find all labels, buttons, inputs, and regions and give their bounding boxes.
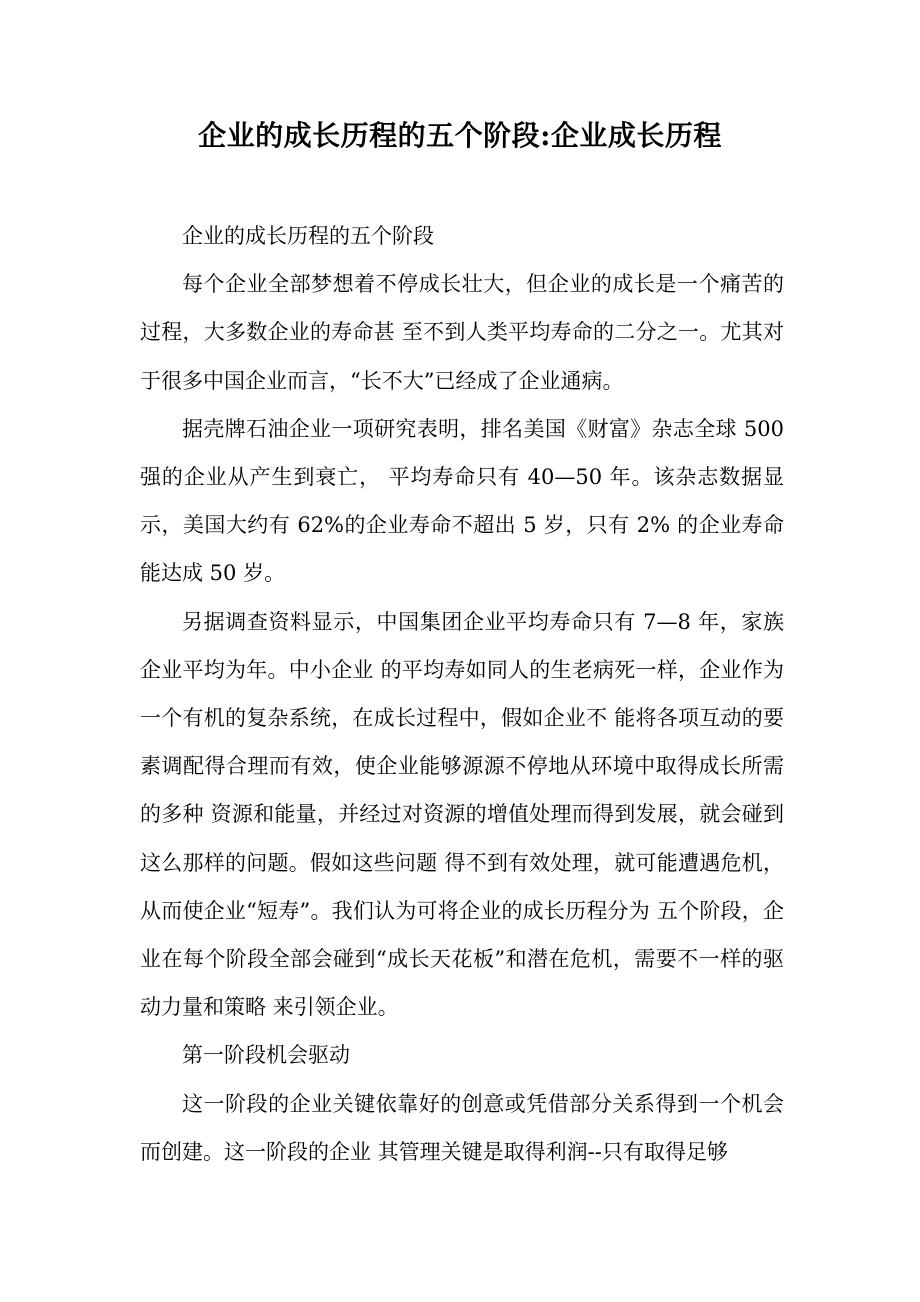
paragraph: 据壳牌石油企业一项研究表明，排名美国《财富》杂志全球 500 强的企业从产生到衰亡， 平均寿命只有 40—50 年。该杂志数据显示，美国大约有 62%的企业寿命不超出 5 岁，只有 2% 的企业寿命能达成 50 岁。 [140,416,784,586]
paragraph: 每个企业全部梦想着不停成长壮大，但企业的成长是一个痛苦的过程，大多数企业的寿命甚 至不到人类平均寿命的二分之一。尤其对于很多中国企业而言，“长不大”已经成了企业通病。 [140,272,784,393]
document-body [140,212,784,1176]
section-heading: 第一阶段机会驱动 [182,1043,350,1068]
document-title: 企业的成长历程的五个阶段:企业成长历程 [198,119,722,152]
paragraph: 另据调查资料显示，中国集团企业平均寿命只有 7—8 年，家族企业平均为年。中小企业 的平均寿如同人的生老病死一样，企业作为一个有机的复杂系统，在成长过程中，假如企业不 能将各项互动的要素调配得合理而有效，使企业能够源源不停地从环境中取得成长所需的多种 资源和能量，并经过对资源的增值处理而得到发展，就会碰到这么那样的问题。假如这些问题 得不到有效处理，就可能遭遇危机，从而使企业“短寿”。我们认为可将企业的成长历程分为 五个阶段，企业在每个阶段全部会碰到“成长天花板”和潜在危机，需要不一样的驱动力量和策略 来引领企业。 [140,609,784,1020]
section-heading: 企业的成长历程的五个阶段 [182,224,434,248]
paragraph: 这一阶段的企业关键依靠好的创意或凭借部分关系得到一个机会而创建。这一阶段的企业 其管理关键是取得利润--只有取得足够 [140,1091,784,1164]
